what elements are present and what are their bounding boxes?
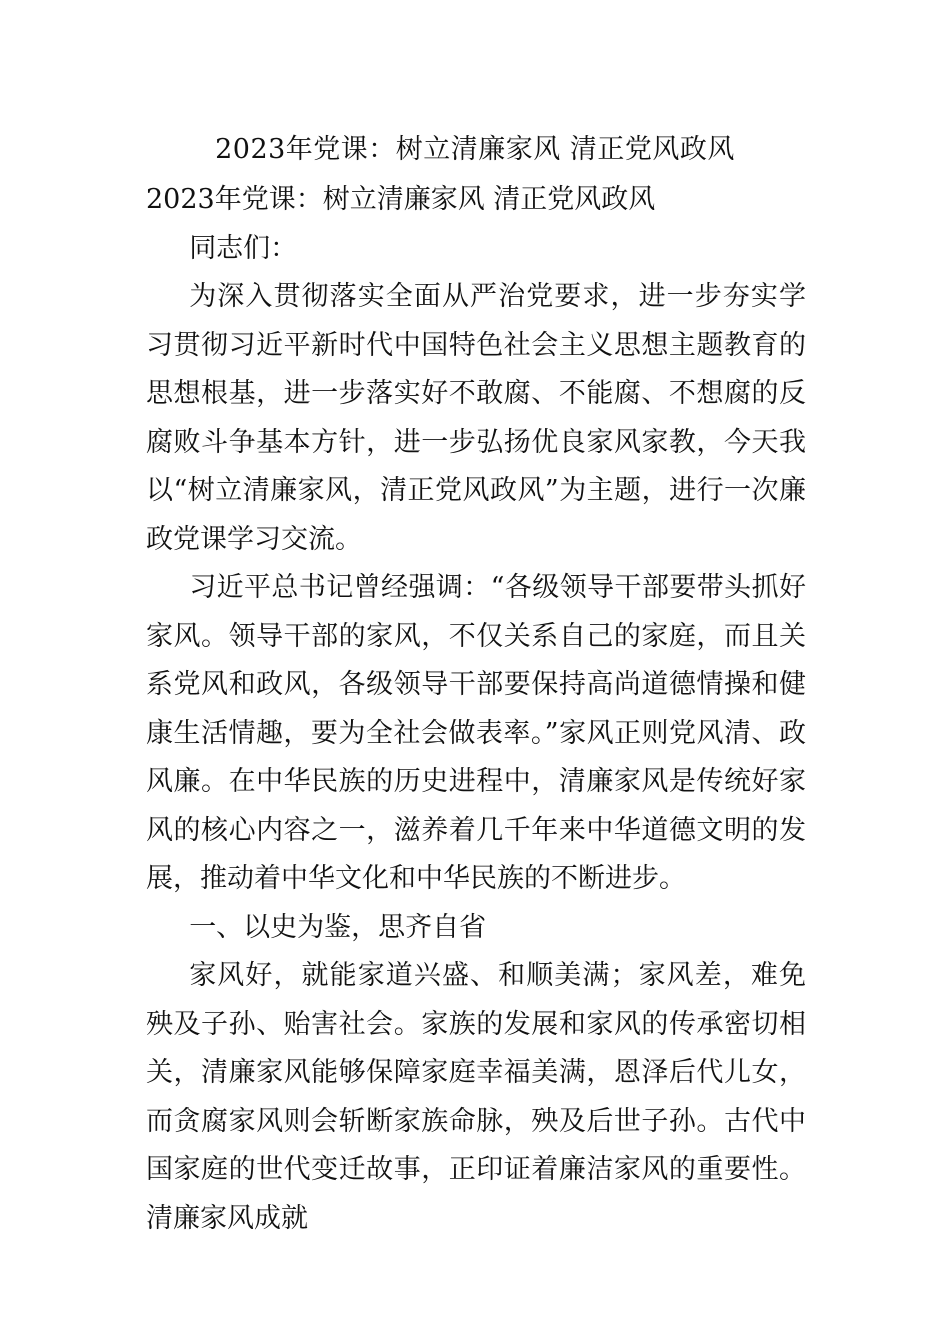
salutation: 同志们： xyxy=(189,232,298,264)
document-body xyxy=(146,176,806,1243)
paragraph-quote: 习近平总书记曾经强调：“各级领导干部要带头抓好家风。领导干部的家风，不仅关系自己的家庭，而且关系党风和政风，各级领导干部要保持高尚道德情操和健康生活情趣，要为全社会做表率。”家风正则党风清、政风廉。在中华民族的历史进程中，清廉家风是传统好家风的核心内容之一，滋养着几千年来中华道德文明的发展，推动着中华文化和中华民族的不断进步。 xyxy=(146,572,806,894)
document-subtitle: 2023年党课：树立清廉家风 清正党风政风 xyxy=(146,184,656,215)
section-heading: 一、以史为鉴，思齐自省 xyxy=(189,911,487,943)
paragraph-intro: 为深入贯彻落实全面从严治党要求，进一步夯实学习贯彻习近平新时代中国特色社会主义思想主题教育的思想根基，进一步落实好不敢腐、不能腐、不想腐的反腐败斗争基本方针，进一步弘扬优良家风家教，今天我以“树立清廉家风，清正党风政风”为主题，进行一次廉政党课学习交流。 xyxy=(146,281,806,555)
document-title: 2023年党课：树立清廉家风 清正党风政风 xyxy=(215,134,735,165)
paragraph-section-one: 家风好，就能家道兴盛、和顺美满；家风差，难免殃及子孙、贻害社会。家族的发展和家风的传承密切相关，清廉家风能够保障家庭幸福美满，恩泽后代儿女，而贪腐家风则会斩断家族命脉，殃及后世子孙。古代中国家庭的世代变迁故事，正印证着廉洁家风的重要性。清廉家风成就 xyxy=(146,960,806,1234)
